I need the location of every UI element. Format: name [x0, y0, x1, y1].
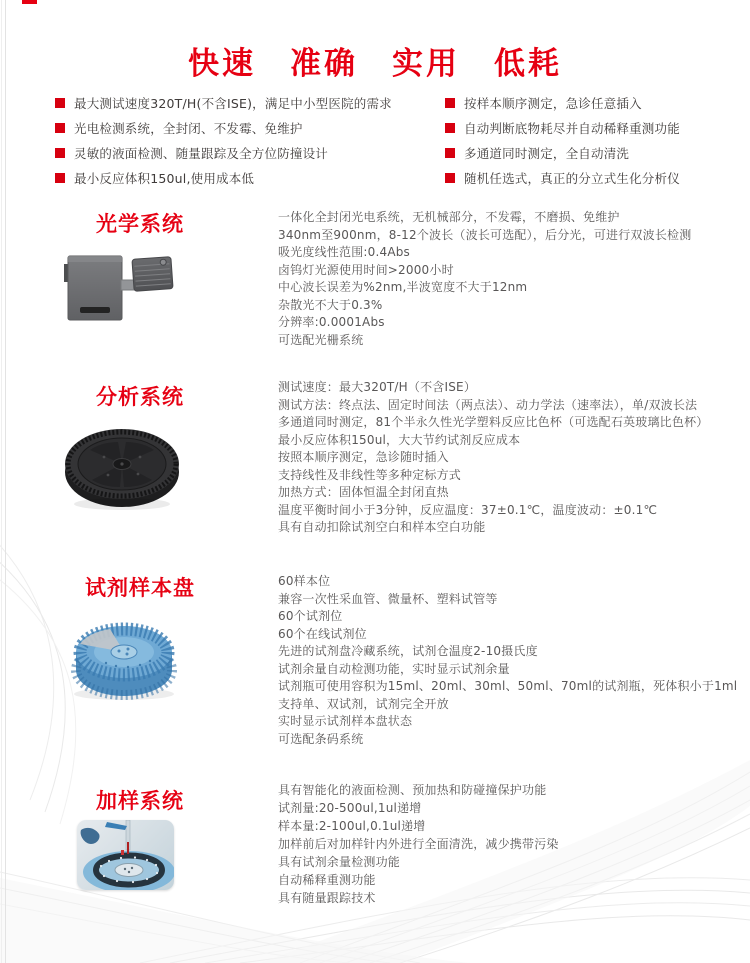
highlight-item [445, 96, 745, 110]
spec-line: 具有自动扣除试剂空白和样本空白功能 [278, 520, 486, 534]
highlight-text: 光电检测系统，全封闭、不发霉、免维护 [74, 121, 303, 136]
spec-line: 加热方式：固体恒温全封闭直热 [278, 485, 449, 499]
sampling-system-specs [278, 781, 743, 907]
analysis-system-specs [278, 379, 743, 537]
spec-line: 中心波长误差为%2nm,半波宽度不大于12nm [278, 280, 528, 294]
highlight-text: 自动判断底物耗尽并自动稀释重测功能 [464, 121, 680, 136]
spec-line: 自动稀释重测功能 [278, 873, 376, 887]
spec-line: 实时显示试剂样本盘状态 [278, 714, 413, 728]
photometric-module-photo [64, 252, 174, 328]
red-square-bullet-icon [445, 123, 455, 133]
spec-line: 试剂瓶可使用容积为15ml、20ml、30ml、50ml、70ml的试剂瓶，死体积小于1ml [278, 679, 738, 693]
spec-line: 分辨率:0.0001Abs [278, 315, 385, 329]
spec-line: 一体化全封闭光电系统，无机械部分，不发霉，不磨损、免维护 [278, 210, 620, 224]
red-square-bullet-icon [55, 98, 65, 108]
spec-line: 支持单、双试剂，试剂完全开放 [278, 696, 449, 711]
highlight-item [55, 96, 410, 110]
reagent-sample-tray-specs [278, 573, 743, 748]
red-square-bullet-icon [55, 123, 65, 133]
highlight-text: 随机任选式，真正的分立式生化分析仪 [464, 171, 680, 186]
spec-line: 具有智能化的液面检测、预加热和防碰撞保护功能 [278, 783, 547, 797]
highlights-right-column [445, 96, 745, 196]
spec-line: 可选配条码系统 [278, 731, 364, 746]
spec-line: 兼容一次性采血管、微量杯、塑料试管等 [278, 591, 498, 606]
red-square-bullet-icon [55, 148, 65, 158]
spec-line: 测试速度：最大320T/H（不含ISE） [278, 380, 477, 394]
section-title-optical-system: 光学系统 [96, 212, 184, 236]
highlight-item [55, 171, 410, 185]
page-title: 快速 准确 实用 低耗 [188, 46, 562, 82]
page-left-edge-line [1, 0, 2, 963]
spec-line: 按照本顺序测定，急诊随时插入 [278, 450, 449, 464]
red-square-bullet-icon [445, 173, 455, 183]
spec-line: 卤钨灯光源使用时间>2000小时 [278, 262, 454, 277]
section-title-analysis-system: 分析系统 [96, 385, 184, 409]
spec-line: 温度平衡时间小于3分钟，反应温度：37±0.1℃，温度波动：±0.1℃ [278, 502, 658, 517]
spec-line: 具有试剂余量检测功能 [278, 855, 401, 869]
spec-line: 样本量:2-100ul,0.1ul递增 [278, 819, 426, 833]
highlight-item [445, 121, 745, 135]
spec-line: 最小反应体积150ul，大大节约试剂反应成本 [278, 432, 521, 447]
highlight-item [55, 146, 410, 160]
spec-line: 340nm至900nm，8-12个波长（波长可选配），后分光，可进行双波长检测 [278, 227, 692, 242]
highlight-text: 多通道同时测定，全自动清洗 [464, 146, 630, 161]
red-square-bullet-icon [55, 173, 65, 183]
highlight-text: 最小反应体积150ul,使用成本低 [74, 171, 255, 186]
highlight-item [55, 121, 410, 135]
spec-line: 支持线性及非线性等多种定标方式 [278, 467, 462, 482]
page-left-edge-line-2 [5, 0, 6, 963]
spec-line: 吸光度线性范围:0.4Abs [278, 245, 411, 259]
highlight-item [445, 171, 745, 185]
section-title-sampling-system: 加样系统 [96, 789, 184, 813]
spec-line: 多通道同时测定，81个半永久性光学塑料反应比色杯（可选配石英玻璃比色杯） [278, 415, 709, 429]
spec-line: 试剂余量自动检测功能，实时显示试剂余量 [278, 661, 510, 676]
spec-line: 60个试剂位 [278, 609, 343, 623]
highlights-left-column [55, 96, 410, 196]
spec-line: 杂散光不大于0.3% [278, 297, 383, 312]
spec-line: 可选配光栅系统 [278, 332, 364, 347]
highlight-text: 灵敏的液面检测、随量跟踪及全方位防撞设计 [74, 146, 329, 161]
optical-system-specs [278, 209, 743, 349]
spec-line: 加样前后对加样针内外进行全面清洗，减少携带污染 [278, 837, 559, 851]
highlight-text: 按样本顺序测定，急诊任意插入 [464, 96, 642, 111]
sampling-probe-photo [77, 820, 174, 890]
top-red-dash [22, 0, 37, 4]
highlight-item [445, 146, 745, 160]
spec-line: 试剂量:20-500ul,1ul递增 [278, 801, 422, 815]
spec-line: 先进的试剂盘冷藏系统，试剂仓温度2-10摄氏度 [278, 644, 538, 658]
reaction-disc-photo [60, 420, 185, 516]
spec-line: 测试方法：终点法、固定时间法（两点法）、动力学法（速率法），单/双波长法 [278, 397, 698, 412]
reagent-sample-tray-photo [66, 606, 186, 706]
highlight-text: 最大测试速度320T/H(不含ISE)，满足中小型医院的需求 [74, 96, 392, 111]
red-square-bullet-icon [445, 98, 455, 108]
section-title-reagent-sample-tray: 试剂样本盘 [85, 576, 195, 600]
spec-line: 具有随量跟踪技术 [278, 891, 376, 905]
spec-line: 60个在线试剂位 [278, 626, 367, 641]
red-square-bullet-icon [445, 148, 455, 158]
spec-line: 60样本位 [278, 574, 331, 588]
